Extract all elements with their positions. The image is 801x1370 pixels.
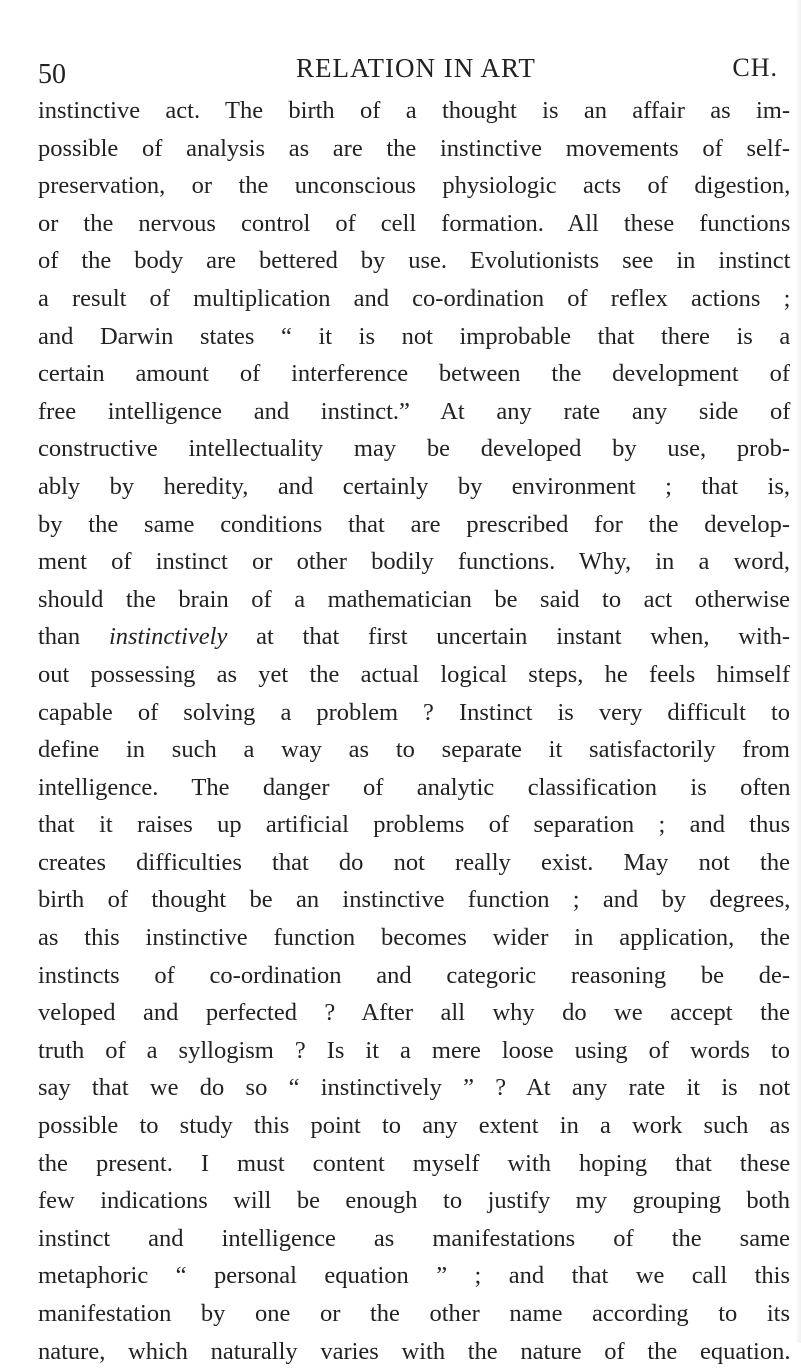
text-line: birth of thought be an instinctive function ; and by degrees, <box>38 886 791 914</box>
text-line: should the brain of a mathematician be said to act otherwise <box>38 585 790 613</box>
text-line: ably by heredity, and certainly by environment ; that is, <box>38 472 791 500</box>
text-line: instinct and intelligence as manifestations of the same <box>38 1224 790 1252</box>
text-line: creates difficulties that do not really exist. May not the <box>38 848 790 876</box>
text-line: as this instinctive function becomes wider in application, the <box>38 924 790 952</box>
text-line: capable of solving a problem ? Instinct is very difficult to <box>38 698 790 726</box>
text-line: possible to study this point to any extent in a work such as <box>38 1112 790 1140</box>
text-line: manifestation by one or the other name according to its <box>38 1300 790 1327</box>
text-line: ment of instinct or other bodily functions. Why, in a word, <box>38 548 790 576</box>
text-line: certain amount of interference between the development of <box>38 360 790 388</box>
text-line: a result of multiplication and co-ordination of reflex actions ; <box>38 284 791 312</box>
text-line: metaphoric “ personal equation ” ; and that we call this <box>38 1262 790 1290</box>
text-line: the present. I must content myself with hoping that these <box>38 1149 791 1177</box>
text-run: than <box>38 623 109 651</box>
text-line: of the body are bettered by use. Evolutionists see in instinct <box>38 247 791 275</box>
text-line: instincts of co-ordination and categoric reasoning be de- <box>38 961 790 989</box>
running-title: RELATION IN ART <box>296 53 536 83</box>
text-line: possible of analysis as are the instinctive movements of self- <box>38 134 790 162</box>
text-line: define in such a way as to separate it satisfactorily from <box>38 736 790 764</box>
text-line-last: nature, which naturally varies with the nature of the equation. <box>38 1337 791 1365</box>
text-line: constructive intellectuality may be developed by use, prob- <box>38 435 790 463</box>
text-line: say that we do so “ instinctively ” ? At any rate it is not <box>38 1074 791 1102</box>
text-line: free intelligence and instinct.” At any rate any side of <box>38 397 791 425</box>
body-text <box>38 92 790 1370</box>
running-head <box>38 53 778 89</box>
text-line: by the same conditions that are prescribed for the develop- <box>38 510 790 538</box>
page-number: 50 <box>38 59 66 90</box>
text-line: and Darwin states “ it is not improbable that there is a <box>38 322 791 350</box>
text-line: intelligence. The danger of analytic classification is often <box>38 773 791 801</box>
text-line: out possessing as yet the actual logical steps, he feels himself <box>38 660 790 688</box>
text-line: that it raises up artificial problems of separation ; and thus <box>38 811 791 839</box>
text-line: or the nervous control of cell formation. All these functions <box>38 209 791 237</box>
page-edge-shadow <box>795 0 801 1343</box>
text-line: veloped and perfected ? After all why do we accept the <box>38 999 790 1027</box>
text-line-with-italic <box>38 618 790 656</box>
text-line: instinctive act. The birth of a thought is an affair as im- <box>38 97 790 124</box>
text-run: at that first uncertain instant when, with- <box>227 623 790 651</box>
italic-word: instinctively <box>108 623 228 651</box>
text-line: truth of a syllogism ? Is it a mere loose using of words to <box>38 1036 790 1064</box>
text-line: few indications will be enough to justify my grouping both <box>38 1187 790 1215</box>
chapter-abbreviation: CH. <box>732 53 778 82</box>
text-line: preservation, or the unconscious physiologic acts of digestion, <box>38 172 791 200</box>
